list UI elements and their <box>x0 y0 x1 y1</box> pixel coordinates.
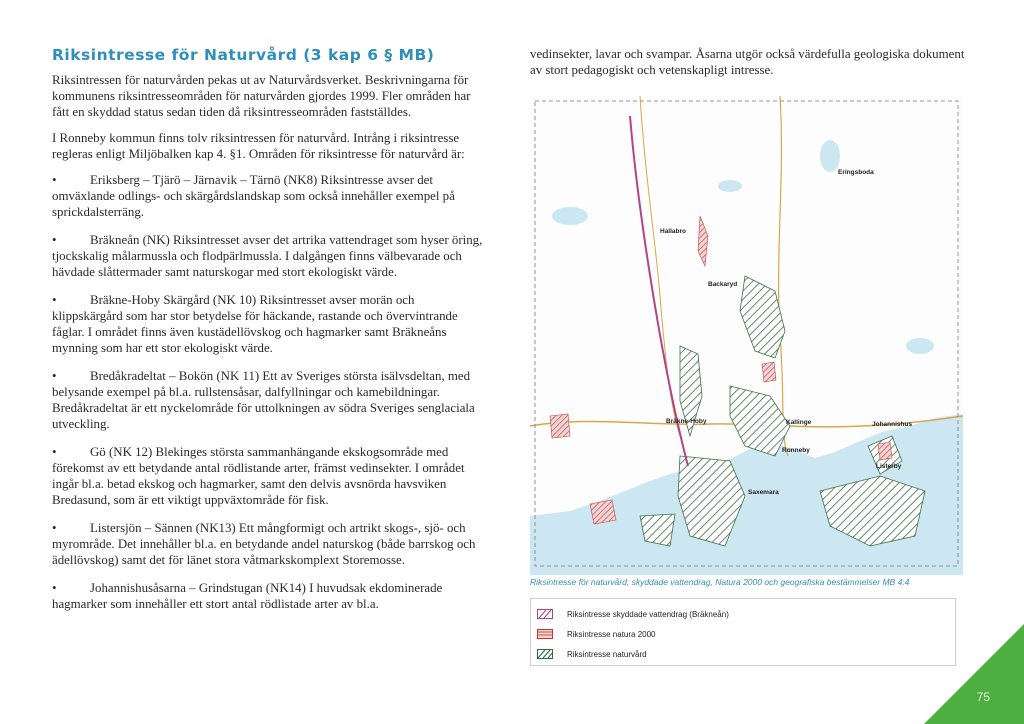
legend-item: Riksintresse natura 2000 <box>537 627 656 641</box>
place-saxemara: Saxemara <box>748 489 779 496</box>
right-column <box>530 46 970 78</box>
legend-swatch-naturvard <box>537 649 553 659</box>
page-number: 75 <box>976 690 990 704</box>
page-corner-triangle <box>924 624 1024 724</box>
list-item: • Bredåkradeltat – Bokön (NK 11) Ett av Sveriges största isälvsdeltan, med belysande exempel på bl.a. rullstensåsar, dalfyllningar och kamebildningar. Bredåkradeltat är ett nyckelområde för uttolkningen av södra Sveriges senglaciala utveckling. <box>52 369 475 431</box>
natura-2000-area <box>550 414 570 438</box>
place-backaryd: Backaryd <box>708 281 738 288</box>
place-johannishus: Johannishus <box>872 421 913 428</box>
section-heading: Riksintresse för Naturvård (3 kap 6 § MB) <box>52 46 435 64</box>
place-hallabro: Hallabro <box>660 228 687 235</box>
bullet-icon: • <box>52 233 57 247</box>
legend-swatch-river <box>537 609 553 619</box>
place-eringsboda: Eringsboda <box>838 169 874 176</box>
list-item: • Gö (NK 12) Blekinges största sammanhängande ekskogsområde med förekomst av ett betydande antal rödlistande arter, främst vedinsekter. I området ingår bl.a. betad ekskog och hagmarker, samt den delvis avsnörda havsviken Bredasund, som är ett viktigt uppväxtområde för fisk. <box>52 445 465 507</box>
legend-item: Riksintresse skyddade vattendrag (Bräkneån) <box>537 607 729 621</box>
bullet-icon: • <box>52 173 57 187</box>
list-item: • Eriksberg – Tjärö – Järnavik – Tärnö (NK8) Riksintresse avser det omväxlande odlings- och skärgårdslandskap som också innehåller exempel på sprickdalsterräng. <box>52 173 455 219</box>
list-item: • Bräkne-Hoby Skärgård (NK 10) Riksintresset avser morän och klippskärgård som har stor betydelse för häckande, rastande och övervintrande fåglar. I området finns även kustädellövskog och hagmarker samt Bräkneåns mynning som har ett stor ekologiskt värde. <box>52 293 458 355</box>
legend-item: Riksintresse naturvård <box>537 647 647 661</box>
bullet-icon: • <box>52 445 57 459</box>
second-paragraph: I Ronneby kommun finns tolv riksintressen för naturvård. Intrång i riksintresse regleras enligt Miljöbalken kap 4. §1. Områden för riksintresse för naturvård är: <box>52 131 465 161</box>
place-kallinge: Kallinge <box>786 419 812 426</box>
natura-2000-area <box>762 362 776 382</box>
continuation-paragraph: vedinsekter, lavar och svampar. Åsarna utgör också värdefulla geologiska dokument av stort pedagogiskt och vetenskapligt intresse. <box>530 47 965 77</box>
lake <box>552 207 588 225</box>
natura-2000-area <box>878 442 892 460</box>
legend-swatch-natura <box>537 629 553 639</box>
bullet-icon: • <box>52 521 57 535</box>
place-ronneby: Ronneby <box>782 447 810 454</box>
nature-area <box>640 514 675 546</box>
list-item: • Johannishusåsarna – Grindstugan (NK14) I huvudsak ekdominerade hagmarker som innehåller ett stort antal rödlistade arter av bl.a. <box>52 581 443 611</box>
place-brakne-hoby: Bräkne-Hoby <box>666 418 707 425</box>
lake <box>906 338 934 354</box>
map-legend <box>530 598 956 666</box>
lake <box>718 180 742 192</box>
map-caption: Riksintresse för naturvård, skyddade vattendrag, Natura 2000 och geografiska bestämmelser MB 4:4 <box>530 577 910 587</box>
list-item: • Listersjön – Sännen (NK13) Ett mångformigt och artrikt skogs-, sjö- och myrområde. Det innehåller bl.a. en betydande andel naturskog (både barrskog och ädellövskog) samt det för länet stora våtmarkskomplext Storemosse. <box>52 521 476 567</box>
list-item: • Bräkneån (NK) Riksintresset avser det artrika vattendraget som hyser öring, tjockskalig målarmussla och flodpärlmussla. I dalgången finns välbevarade och hävdade slåttermader samt naturskogar med stort ekologiskt värde. <box>52 233 483 279</box>
place-listerby: Listerby <box>876 463 902 470</box>
intro-paragraph: Riksintressen för naturvården pekas ut av Naturvårdsverket. Beskrivningarna för kommunens riksintresseområden för naturvården gjordes 1999. Fler områden har fått en skyddad status sedan tiden då riksintresseområden fastställdes. <box>52 73 471 119</box>
riksintresse-list <box>52 172 486 612</box>
bullet-icon: • <box>52 293 57 307</box>
map-svg <box>530 96 963 575</box>
lake <box>820 140 840 172</box>
natura-2000-area <box>590 500 616 524</box>
bullet-icon: • <box>52 581 57 595</box>
nature-map <box>530 96 963 575</box>
left-column <box>52 46 486 624</box>
bullet-icon: • <box>52 369 57 383</box>
